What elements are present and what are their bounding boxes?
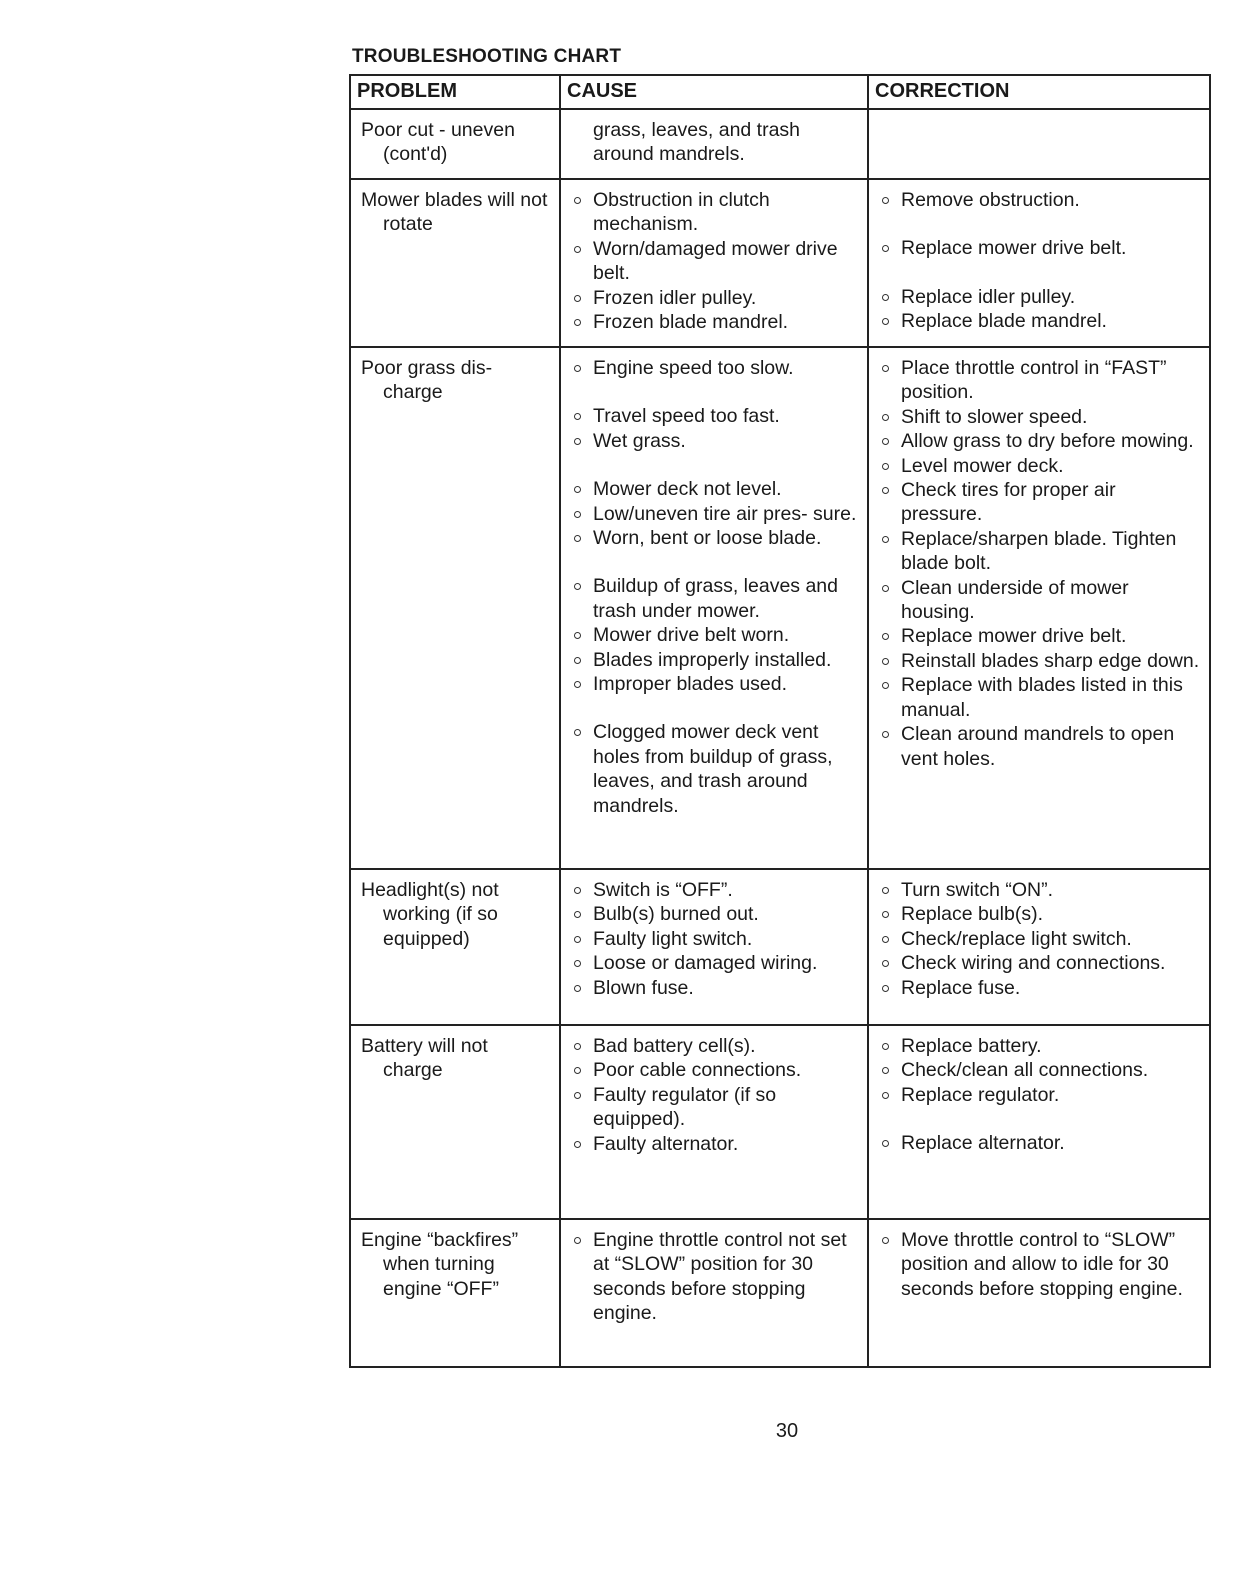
correction-item: Remove obstruction. — [879, 188, 1201, 212]
correction-cell — [868, 869, 1210, 1025]
problem-cell — [350, 347, 560, 869]
correction-item: Replace fuse. — [879, 976, 1201, 1000]
correction-item: Level mower deck. — [879, 454, 1201, 478]
cause-list — [571, 1034, 859, 1156]
problem-cell — [350, 179, 560, 347]
problem-text: Battery will not charge — [361, 1035, 488, 1082]
cause-item: Frozen idler pulley. — [571, 286, 859, 310]
cause-item: Faulty light switch. — [571, 927, 859, 951]
cause-item: grass, leaves, and trash around mandrels. — [593, 119, 801, 166]
cause-cell — [560, 869, 868, 1025]
cause-cell — [560, 347, 868, 869]
cause-item: Mower deck not level. — [571, 477, 859, 501]
correction-item: Check tires for proper air pressure. — [879, 478, 1201, 527]
problem-text: Headlight(s) not working (if so equipped) — [361, 879, 499, 950]
correction-item: Replace blade mandrel. — [879, 309, 1201, 333]
cause-item: Bulb(s) burned out. — [571, 902, 859, 926]
cause-item: Frozen blade mandrel. — [571, 310, 859, 334]
cause-item: Loose or damaged wiring. — [571, 951, 859, 975]
cause-cell — [560, 1219, 868, 1367]
correction-item: Replace/sharpen blade. Tighten blade bolt. — [879, 527, 1201, 576]
cause-item: Faulty alternator. — [571, 1132, 859, 1156]
cause-item: Obstruction in clutch mechanism. — [571, 188, 859, 237]
cause-list — [571, 356, 859, 818]
correction-list — [879, 1228, 1201, 1301]
problem-cell — [350, 109, 560, 179]
cause-cell — [560, 179, 868, 347]
correction-item: Shift to slower speed. — [879, 405, 1201, 429]
correction-item: Check/clean all connections. — [879, 1058, 1201, 1082]
table-row — [350, 1025, 1210, 1219]
correction-item: Check wiring and connections. — [879, 951, 1201, 975]
cause-list — [571, 1228, 859, 1326]
problem-text: Poor cut - uneven (cont'd) — [361, 119, 515, 166]
correction-item: Replace with blades listed in this manual. — [879, 673, 1201, 722]
cause-item: Mower drive belt worn. — [571, 623, 859, 647]
correction-item: Replace mower drive belt. — [879, 236, 1201, 260]
correction-item: Replace regulator. — [879, 1083, 1201, 1107]
problem-text: Poor grass dis- charge — [361, 357, 493, 404]
cause-item: Low/uneven tire air pres- sure. — [571, 502, 859, 526]
troubleshooting-table — [349, 74, 1211, 1368]
problem-cell — [350, 869, 560, 1025]
correction-list — [879, 878, 1201, 1000]
cause-cell — [560, 109, 868, 179]
cause-item: Worn, bent or loose blade. — [571, 526, 859, 550]
correction-cell — [868, 1025, 1210, 1219]
cause-item: Bad battery cell(s). — [571, 1034, 859, 1058]
problem-cell — [350, 1219, 560, 1367]
cause-item: Engine speed too slow. — [571, 356, 859, 380]
correction-item: Clean around mandrels to open vent holes. — [879, 722, 1201, 771]
cause-item: Blown fuse. — [571, 976, 859, 1000]
correction-cell — [868, 109, 1210, 179]
table-row — [350, 347, 1210, 869]
page-number: 30 — [775, 1420, 799, 1442]
cause-item: Faulty regulator (if so equipped). — [571, 1083, 859, 1132]
table-row — [350, 1219, 1210, 1367]
correction-column-header: CORRECTION — [868, 75, 1210, 109]
cause-item: Blades improperly installed. — [571, 648, 859, 672]
cause-item: Poor cable connections. — [571, 1058, 859, 1082]
correction-item: Turn switch “ON”. — [879, 878, 1201, 902]
correction-list — [879, 356, 1201, 771]
cause-item: Wet grass. — [571, 429, 859, 453]
table-body — [350, 109, 1210, 1367]
correction-item: Replace battery. — [879, 1034, 1201, 1058]
correction-item: Replace mower drive belt. — [879, 624, 1201, 648]
cause-item: Clogged mower deck vent holes from buildup of grass, leaves, and trash around mandrels. — [571, 720, 859, 818]
correction-cell — [868, 1219, 1210, 1367]
table-row — [350, 179, 1210, 347]
correction-item: Check/replace light switch. — [879, 927, 1201, 951]
table-row — [350, 109, 1210, 179]
table-row — [350, 869, 1210, 1025]
correction-item: Reinstall blades sharp edge down. — [879, 649, 1201, 673]
problem-cell — [350, 1025, 560, 1219]
correction-item: Replace bulb(s). — [879, 902, 1201, 926]
cause-list — [571, 878, 859, 1000]
correction-list — [879, 188, 1201, 334]
cause-item: Travel speed too fast. — [571, 404, 859, 428]
cause-item: Worn/damaged mower drive belt. — [571, 237, 859, 286]
cause-list — [571, 188, 859, 334]
cause-item: Improper blades used. — [571, 672, 859, 696]
correction-item: Move throttle control to “SLOW” position and allow to idle for 30 seconds before stopping engine. — [879, 1228, 1201, 1301]
cause-item: Buildup of grass, leaves and trash under mower. — [571, 574, 859, 623]
page-title: TROUBLESHOOTING CHART — [352, 46, 622, 67]
header-row — [350, 75, 1210, 109]
correction-item: Clean underside of mower housing. — [879, 576, 1201, 625]
correction-item: Replace alternator. — [879, 1131, 1201, 1155]
cause-item: Switch is “OFF”. — [571, 878, 859, 902]
cause-column-header: CAUSE — [560, 75, 868, 109]
problem-column-header: PROBLEM — [350, 75, 560, 109]
correction-item: Place throttle control in “FAST” position. — [879, 356, 1201, 405]
cause-item: Engine throttle control not set at “SLOW” position for 30 seconds before stopping engine. — [571, 1228, 859, 1326]
cause-cell — [560, 1025, 868, 1219]
correction-item: Replace idler pulley. — [879, 285, 1201, 309]
cause-list — [571, 118, 859, 167]
correction-cell — [868, 347, 1210, 869]
correction-cell — [868, 179, 1210, 347]
problem-text: Engine “backfires” when turning engine “OFF” — [361, 1229, 519, 1300]
correction-list — [879, 1034, 1201, 1156]
problem-text: Mower blades will not rotate — [361, 189, 548, 236]
correction-item: Allow grass to dry before mowing. — [879, 429, 1201, 453]
